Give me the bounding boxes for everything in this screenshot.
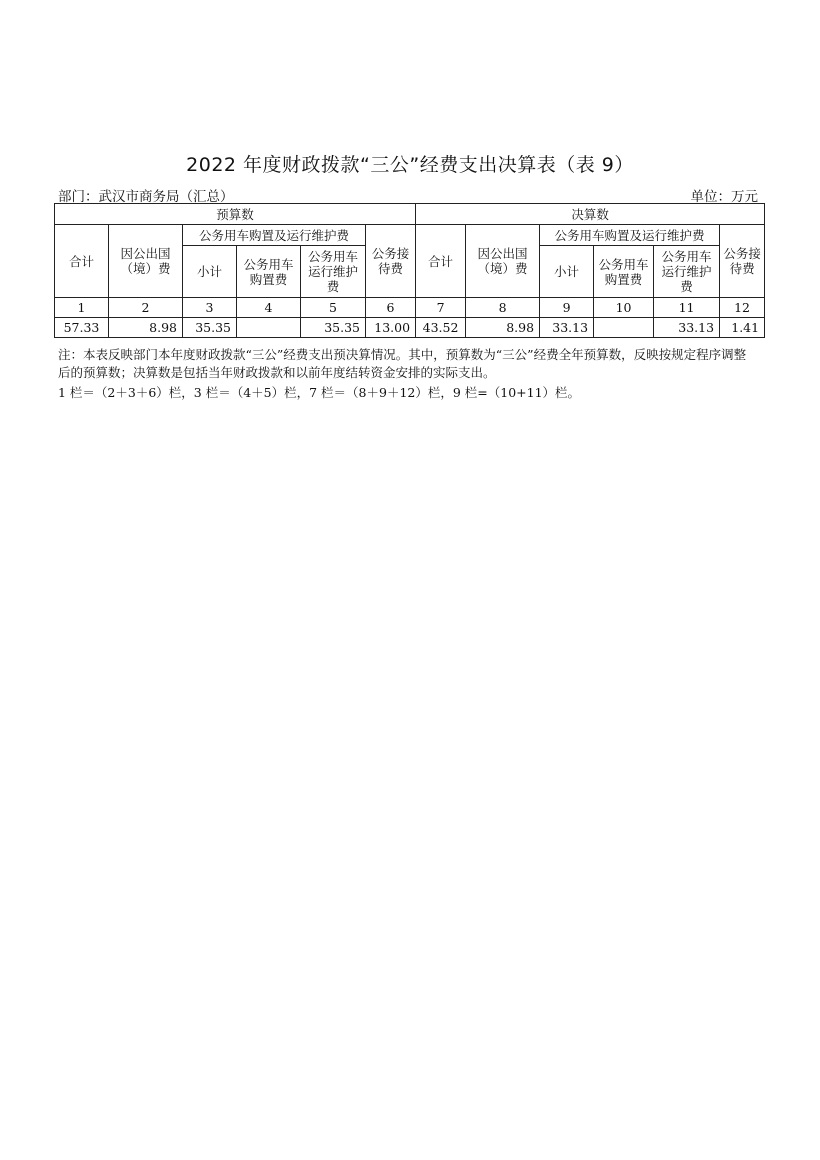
column-number: 11 [654, 298, 720, 318]
final-group-header: 决算数 [416, 204, 765, 225]
budget-subtotal-header: 小计 [183, 246, 237, 298]
final-reception-header: 公务接待费 [720, 225, 765, 298]
value-cell: 35.35 [301, 318, 366, 338]
value-cell: 8.98 [466, 318, 540, 338]
column-number: 5 [301, 298, 366, 318]
final-abroad-header: 因公出国（境）费 [466, 225, 540, 298]
column-number: 6 [366, 298, 416, 318]
three-public-expenses-table [54, 203, 765, 338]
budget-group-header: 预算数 [55, 204, 416, 225]
value-cell: 43.52 [416, 318, 466, 338]
final-vehicle-group-header: 公务用车购置及运行维护费 [540, 225, 720, 246]
final-vehicle-purchase-header: 公务用车购置费 [594, 246, 654, 298]
column-number: 9 [540, 298, 594, 318]
value-cell: 33.13 [540, 318, 594, 338]
final-subtotal-header: 小计 [540, 246, 594, 298]
column-number: 10 [594, 298, 654, 318]
budget-total-header: 合计 [55, 225, 109, 298]
value-cell: 1.41 [720, 318, 765, 338]
column-number: 1 [55, 298, 109, 318]
value-cell [237, 318, 301, 338]
page-title: 2022 年度财政拨款“三公”经费支出决算表（表 9） [186, 154, 634, 176]
value-cell: 13.00 [366, 318, 416, 338]
value-cell: 57.33 [55, 318, 109, 338]
unit-label: 单位：万元 [690, 189, 758, 205]
column-number: 3 [183, 298, 237, 318]
final-total-header: 合计 [416, 225, 466, 298]
budget-vehicle-purchase-header: 公务用车购置费 [237, 246, 301, 298]
value-cell: 35.35 [183, 318, 237, 338]
column-number: 2 [109, 298, 183, 318]
value-cell [594, 318, 654, 338]
column-number: 7 [416, 298, 466, 318]
value-row [55, 318, 765, 338]
table-note: 注：本表反映部门本年度财政拨款“三公”经费支出预决算情况。其中，预算数为“三公”经费全年预算数，反映按规定程序调整后的预算数；决算数是包括当年财政拨款和以前年度结转资金安排的实际支出。 [58, 347, 747, 380]
value-cell: 33.13 [654, 318, 720, 338]
column-number-row [55, 298, 765, 318]
budget-reception-header: 公务接待费 [366, 225, 416, 298]
column-number: 4 [237, 298, 301, 318]
column-number: 8 [466, 298, 540, 318]
formula-note: 1 栏＝（2＋3＋6）栏，3 栏＝（4＋5）栏，7 栏＝（8＋9＋12）栏，9 栏=（10+11）栏。 [58, 385, 581, 400]
final-vehicle-operation-header: 公务用车运行维护费 [654, 246, 720, 298]
budget-vehicle-operation-header: 公务用车运行维护费 [301, 246, 366, 298]
department-label: 部门：武汉市商务局（汇总） [58, 189, 234, 205]
value-cell: 8.98 [109, 318, 183, 338]
column-number: 12 [720, 298, 765, 318]
budget-abroad-header: 因公出国（境）费 [109, 225, 183, 298]
budget-vehicle-group-header: 公务用车购置及运行维护费 [183, 225, 366, 246]
